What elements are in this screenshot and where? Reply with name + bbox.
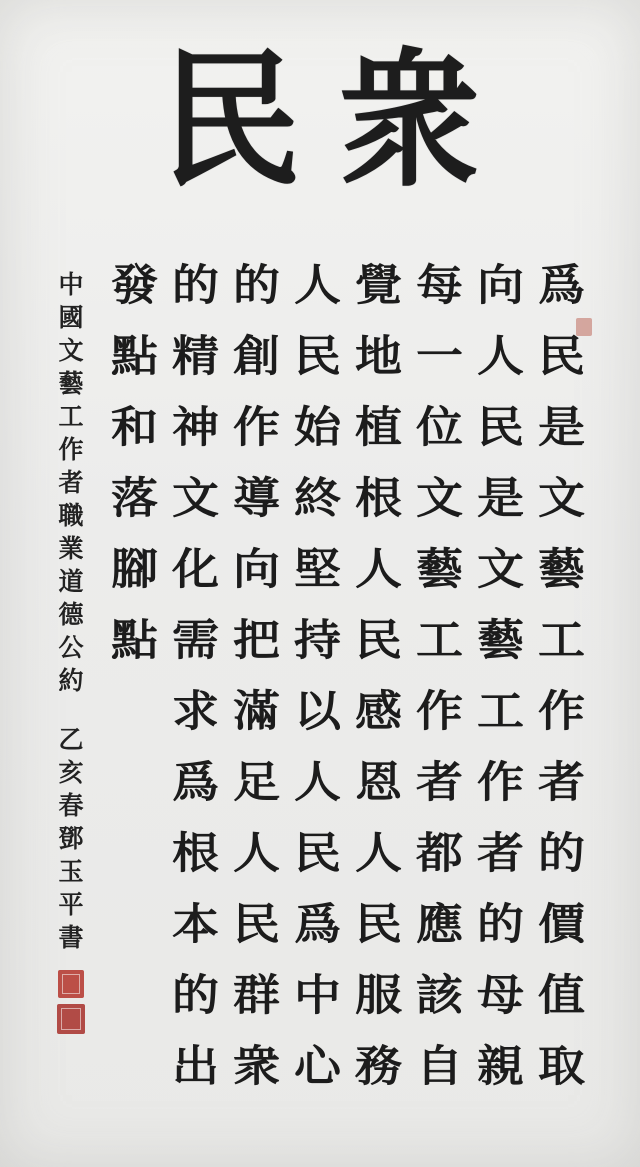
glyph: 衆 [233, 1041, 280, 1092]
inscription-glyph: 作 [58, 435, 84, 464]
glyph: 終 [294, 473, 341, 524]
glyph: 務 [355, 1041, 402, 1092]
glyph: 和 [111, 402, 158, 453]
glyph: 民 [355, 615, 402, 666]
glyph: 點 [111, 615, 158, 666]
glyph: 落 [111, 473, 158, 524]
glyph: 工 [416, 615, 463, 666]
glyph: 根 [172, 828, 219, 879]
glyph: 文 [538, 473, 585, 524]
signature-glyph: 鄧 [58, 824, 84, 853]
glyph: 的 [538, 828, 585, 879]
glyph: 滿 [233, 686, 280, 737]
signature-glyph: 玉 [58, 857, 84, 886]
inscription-glyph: 文 [58, 336, 84, 365]
glyph: 文 [477, 544, 524, 595]
signature-glyph: 乙 [58, 725, 84, 754]
glyph: 人 [477, 331, 524, 382]
glyph: 民 [294, 331, 341, 382]
inscription-glyph: 工 [58, 402, 84, 431]
glyph: 母 [477, 970, 524, 1021]
signature-glyph: 春 [58, 791, 84, 820]
text-column [470, 250, 531, 1102]
glyph: 覺 [355, 260, 402, 311]
glyph: 自 [416, 1041, 463, 1092]
inscription-glyph: 藝 [58, 369, 84, 398]
glyph: 應 [416, 899, 463, 950]
glyph: 本 [172, 899, 219, 950]
inscription-glyph: 約 [58, 666, 84, 695]
glyph: 人 [294, 757, 341, 808]
glyph: 工 [538, 615, 585, 666]
glyph: 是 [538, 402, 585, 453]
glyph: 值 [538, 970, 585, 1021]
signature-glyph: 平 [58, 890, 84, 919]
glyph: 民 [538, 331, 585, 382]
glyph: 堅 [294, 544, 341, 595]
glyph: 位 [416, 402, 463, 453]
glyph: 該 [416, 970, 463, 1021]
glyph: 需 [172, 615, 219, 666]
glyph: 爲 [294, 899, 341, 950]
glyph: 足 [233, 757, 280, 808]
glyph: 持 [294, 615, 341, 666]
glyph: 把 [233, 615, 280, 666]
glyph: 作 [233, 402, 280, 453]
glyph: 群 [233, 970, 280, 1021]
glyph: 感 [355, 686, 402, 737]
glyph: 作 [416, 686, 463, 737]
glyph: 根 [355, 473, 402, 524]
text-column [287, 250, 348, 1102]
text-column [104, 250, 165, 676]
glyph: 價 [538, 899, 585, 950]
glyph: 創 [233, 331, 280, 382]
glyph: 人 [294, 260, 341, 311]
glyph: 都 [416, 828, 463, 879]
seal-stamp-icon [57, 1004, 85, 1034]
glyph: 人 [233, 828, 280, 879]
glyph: 中 [294, 970, 341, 1021]
glyph: 工 [477, 686, 524, 737]
glyph: 文 [172, 473, 219, 524]
glyph: 服 [355, 970, 402, 1021]
text-column [165, 250, 226, 1102]
glyph: 民 [355, 899, 402, 950]
glyph: 神 [172, 402, 219, 453]
glyph: 的 [477, 899, 524, 950]
glyph: 藝 [477, 615, 524, 666]
inscription-glyph: 職 [58, 501, 84, 530]
glyph: 向 [233, 544, 280, 595]
glyph: 者 [416, 757, 463, 808]
inscription-glyph: 中 [58, 270, 84, 299]
artwork-title [0, 26, 640, 216]
glyph: 以 [294, 686, 341, 737]
signature-glyph: 書 [58, 923, 84, 952]
glyph: 心 [294, 1041, 341, 1092]
glyph: 民 [477, 402, 524, 453]
signature-glyph: 亥 [58, 758, 84, 787]
glyph: 發 [111, 260, 158, 311]
glyph: 植 [355, 402, 402, 453]
text-column [348, 250, 409, 1102]
glyph: 出 [172, 1041, 219, 1092]
glyph: 恩 [355, 757, 402, 808]
inscription-column [48, 268, 94, 1034]
glyph: 的 [172, 970, 219, 1021]
glyph: 爲 [172, 757, 219, 808]
text-column [409, 250, 470, 1102]
glyph: 者 [477, 828, 524, 879]
glyph: 作 [538, 686, 585, 737]
inscription-glyph: 業 [58, 534, 84, 563]
glyph: 化 [172, 544, 219, 595]
glyph: 的 [172, 260, 219, 311]
glyph: 民 [233, 899, 280, 950]
artwork-body-text [104, 250, 592, 1130]
inscription-glyph: 國 [58, 303, 84, 332]
glyph: 導 [233, 473, 280, 524]
glyph: 一 [416, 331, 463, 382]
inscription-glyph: 者 [58, 468, 84, 497]
glyph: 精 [172, 331, 219, 382]
glyph: 是 [477, 473, 524, 524]
seal-stamp-icon [58, 970, 84, 998]
glyph: 取 [538, 1041, 585, 1092]
glyph: 人 [355, 544, 402, 595]
inscription-glyph: 德 [58, 600, 84, 629]
text-column [226, 250, 287, 1102]
glyph: 親 [477, 1041, 524, 1092]
title-char: 民 [160, 34, 301, 208]
inscription-glyph: 公 [58, 633, 84, 662]
glyph: 點 [111, 331, 158, 382]
inscription-glyph: 道 [58, 567, 84, 596]
glyph: 作 [477, 757, 524, 808]
glyph: 向 [477, 260, 524, 311]
title-char: 衆 [339, 34, 480, 208]
text-column [531, 250, 592, 1102]
glyph: 人 [355, 828, 402, 879]
glyph: 每 [416, 260, 463, 311]
glyph: 求 [172, 686, 219, 737]
glyph: 腳 [111, 544, 158, 595]
glyph: 爲 [538, 260, 585, 311]
glyph: 地 [355, 331, 402, 382]
glyph: 民 [294, 828, 341, 879]
glyph: 的 [233, 260, 280, 311]
glyph: 文 [416, 473, 463, 524]
glyph: 藝 [416, 544, 463, 595]
glyph: 始 [294, 402, 341, 453]
glyph: 藝 [538, 544, 585, 595]
glyph: 者 [538, 757, 585, 808]
